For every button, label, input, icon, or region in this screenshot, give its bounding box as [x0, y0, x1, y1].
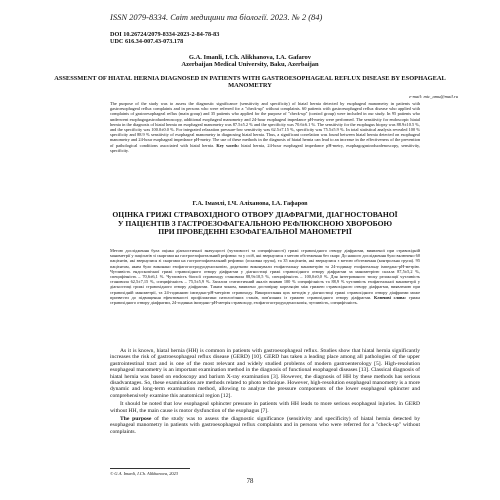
body-paragraph-1: As it is known, hiatal hernia (HH) is common in patients with gastroesophageal reflux. Studies show that hiatal hernia significantly increases the risk of gastroesophageal reflux disease (GERD) [10]. GERD has taken a leading place among all pathologies of the upper gastrointestinal tract and is one of the most relevant and widely studied problems of modern gastroenterology [5]. High-resolution esophageal manometry is an important examination method in the diagnosis of functional esophageal diseases [13]. Classical diagnosis of hiatal hernia was based on endoscopy and barium X-ray examination [3]. However, the diagnosis of HH by these methods has serious disadvantages. So, these examinations are methods related to photo technique. However, high-resolution esophageal manometry is a more dynamic and long-term examination method, allowing to analyze the pressure components of the lower esophageal sphincter and comprehensively examine this anatomical region [12].	[110, 348, 420, 399]
body-paragraph-3	[110, 416, 420, 435]
purpose-label: The purpose	[120, 416, 152, 423]
body-paragraph-2: It should be noted that low esophageal sphincter pressure in patients with HH leads to more serious esophageal injuries. In GERD without HH, the main cause is motor dysfunction of the esophagus [7].	[110, 401, 420, 414]
footnote-divider	[110, 468, 190, 469]
abstract-ua	[110, 248, 420, 305]
authors-en: G.A. Imanli, I.Ch. Alikhanova, I.A. Gafarov	[188, 54, 312, 61]
keywords-en: hiatal hernia, 24-hour esophageal impedance pH-metry, esophagogastroduodenoscopy, sensitivity, specificity.	[110, 142, 420, 153]
abstract-en-text: The purpose of the study was to assess the diagnostic significance (sensitivity and specificity) of hiatal hernia detected by esophageal manometry in patients with gastroesophageal reflux complaints and in persons who were referred for a "check-up" without complaints. 60 patients with gastroesophageal reflux disease who applied with complaints of gastroesophageal reflux (main group) and 35 patients who applied for the purpose of "check-up" (control group) were included in our study. In 95 patients who underwent esophagogastroduodenoscopy, additional esophageal manometry and 24-hour esophageal impedance pH-metry were performed. The sensitivity for endoscopic hiatal hernia in the diagnosis of hiatal hernia on esophageal manometry was 87.5±5.2 % and the specificity was 70.6±6.1 %. The sensitivity for the esophagus biopsy was 88.9±10.5 %, and the specificity was 100.0±0.0 %. For integrated relaxation pressure-low sensitivity was 62.5±7.15 %, specificity was 75.5±5.9 %. In total statistical analysis revealed 100 % specificity and 88.9 % sensitivity of esophageal manometry in diagnosing hiatal hernia. Thus, a significant correlation was found between hiatal hernia detected on esophageal manometry and 24-hour esophageal impedance pH-metry. The use of these methods in the diagnosis of hiatal hernia can lead to an increase in the effectiveness of the prevention of pathological conditions associated with hiatal hernia.	[110, 101, 420, 148]
purpose-text: of the study was to assess the diagnostic significance (sensitivity and specificity) of hiatal hernia detected by esophageal manometry in patients with gastroesophageal reflux complaints and in persons who were referred for a "check-up" without complaints.	[110, 416, 420, 435]
contact-email: e-mail: mic_amu@mail.ru	[409, 94, 458, 99]
journal-header: ISSN 2079-8334. Світ медицини та біології. 2023. № 2 (84)	[110, 12, 323, 22]
udc-code: UDC 616.34-007.43-073.178	[110, 38, 184, 46]
page-number: 78	[246, 478, 254, 485]
keywords-en-label: Key words:	[216, 142, 239, 148]
article-title-ua: ОЦІНКА ГРИЖІ СТРАВОХІДНОГО ОТВОРУ ДІАФРАГМИ, ДІАГНОСТОВАНОЇ У ПАЦІЄНТІВ З ГАСТРОЕЗОФАГЕАЛЬНОЮ РЕФЛЮКСНОЮ ХВОРОБОЮ ПРИ ПРОВЕДЕННІ ЕЗОФАГЕАЛЬНОЇ МАНОМЕТРІЇ	[112, 210, 398, 237]
authors-block-en	[0, 54, 500, 69]
copyright-note: © G.A. Imanli, I.Ch. Alikhanova, 2023	[110, 471, 179, 476]
article-codes	[110, 31, 219, 46]
affiliation: Azerbaijan Medical University, Baku, Azerbaijan	[181, 61, 319, 69]
authors-ua: Г.А. Імамлі, І.Ч. Аліханова, І.А. Гафаров	[192, 200, 308, 207]
abstract-en	[110, 101, 420, 153]
keywords-ua: грижа стравохідного отвору діафрагми, 24-годинна імпеданс-рН-метрія стравоходу, езофагогастродуоденоскопія, чутливість, специфічність.	[110, 294, 421, 306]
abstract-ua-text: Метою дослідження була оцінка діагностичної значущості (чутливості та специфічності) грижі стравохідного отвору діафрагми, виявленої при стравохідній манометрії у пацієнтів зі скаргами на гастроезофагеальний рефлюкс та у осіб, які звернулися з метою обстеження без скарг. До нашого дослідження було включено 60 пацієнтів, які звернулися зі скаргами на гастроезофагеальний рефлюкс (основна група), та 35 пацієнтів, які звернулися з метою обстеження (контрольна група). 95 пацієнтам, яким було виконано езофагогастродуоденоскопію, додатково виконували езофагеальну манометрію та 24-годинну езофагеальну імпеданс-рН-метрію. Чутливість ендоскопічної грижі стравохідного отвору діафрагми у діагностиці грижі стравохідного отвору діафрагми за манометрією склала 87,5±5,2 %, специфічність – 70,6±6,1 %. Чутливість біопсії стравоходу становила 88,9±10,5 %, специфічність – 100,0±0,0 %. Для інтегрованого тиску релаксації чутливість становила 62,5±7,15 %, специфічність – 75,5±5,9 %. Загалом статистичний аналіз виявив 100 % специфічність та 88,9 % чутливість езофагеальної манометрії у діагностиці грижі стравохідного отвору діафрагми. Таким чином, виявлено достовірну кореляцію між грижею стравохідного отвору діафрагми, виявленою при стравохідній манометрії, та 24-годинною імпеданс-рН-метрією стравоходу. Використання цих методів у діагностиці грижі стравохідного отвору діафрагми може призвести до підвищення ефективності профілактики патологічних станів, пов'язаних із грижею стравохідного отвору діафрагми.	[110, 248, 420, 300]
keywords-ua-label: Ключові слова:	[374, 294, 407, 300]
doi-code: DOI 10.26724/2079-8334-2023-2-84-78-83	[110, 31, 220, 38]
article-body	[110, 348, 420, 437]
article-title-en: ASSESSMENT OF HIATAL HERNIA DIAGNOSED IN PATIENTS WITH GASTROESOPHAGEAL REFLUX DISEASE BY ESOPHAGEAL MANOMETRY	[54, 75, 446, 90]
